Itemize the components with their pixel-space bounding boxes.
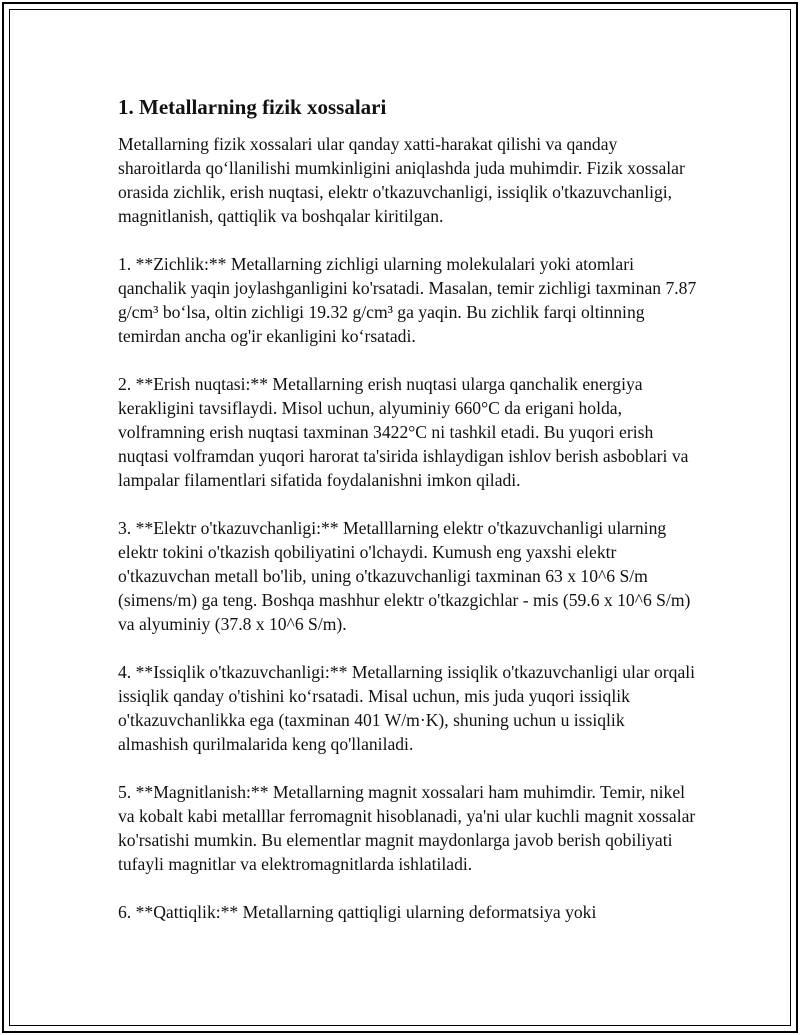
magnetism-paragraph: 5. **Magnitlanish:** Metallarning magnit xossalari ham muhimdir. Temir, nikel va kobalt kabi metalllar ferromagnit hisoblanadi, ya'ni ular kuchli magnit xossalar ko'rsatishi mumkin. Bu elementlar magnit maydonlarga javob berish qobiliyati tufayli magnitlar va elektromagnitlarda ishlatiladi. [118, 782, 696, 874]
document-body [118, 94, 698, 948]
section-title: 1. Metallarning fizik xossalari [118, 95, 387, 119]
intro-paragraph: Metallarning fizik xossalari ular qanday xatti-harakat qilishi va qanday sharoitlarda qo‘llanilishi mumkinligini aniqlashda juda muhimdir. Fizik xossalar orasida zichlik, erish nuqtasi, elektr o'tkazuvchanligi, issiqlik o'tkazuvchanligi, magnitlanish, qattiqlik va boshqalar kiritilgan. [118, 134, 685, 226]
hardness-paragraph: 6. **Qattiqlik:** Metallarning qattiqligi ularning deformatsiya yoki [118, 902, 597, 922]
melting-point-paragraph: 2. **Erish nuqtasi:** Metallarning erish nuqtasi ularga qanchalik energiya kerakligini tavsiflaydi. Misol uchun, alyuminiy 660°C da erigani holda, volframning erish nuqtasi taxminan 3422°C ni tashkil etadi. Bu yuqori erish nuqtasi volframdan yuqori harorat ta'sirida ishlaydigan ishlov berish asboblari va lampalar filamentlari sifatida foydalanishni imkon qiladi. [118, 374, 689, 490]
density-paragraph: 1. **Zichlik:** Metallarning zichligi ularning molekulalari yoki atomlari qanchalik yaqin joylashganligini ko'rsatadi. Masalan, temir zichligi taxminan 7.87 g/cm³ bo‘lsa, oltin zichligi 19.32 g/cm³ ga yaqin. Bu zichlik farqi oltinning temirdan ancha og'ir ekanligini ko‘rsatadi. [118, 254, 697, 346]
electrical-conductivity-paragraph: 3. **Elektr o'tkazuvchanligi:** Metalllarning elektr o'tkazuvchanligi ularning elektr tokini o'tkazish qobiliyatini o'lchaydi. Kumush eng yaxshi elektr o'tkazuvchan metall bo'lib, uning o'tkazuvchanligi taxminan 63 x 10^6 S/m (simens/m) ga teng. Boshqa mashhur elektr o'tkazgichlar - mis (59.6 x 10^6 S/m) va alyuminiy (37.8 x 10^6 S/m). [118, 518, 691, 634]
thermal-conductivity-paragraph: 4. **Issiqlik o'tkazuvchanligi:** Metallarning issiqlik o'tkazuvchanligi ular orqali issiqlik qanday o'tishini ko‘rsatadi. Misal uchun, mis juda yuqori issiqlik o'tkazuvchanlikka ega (taxminan 401 W/m·K), shuning uchun u issiqlik almashish qurilmalarida keng qo'llaniladi. [118, 662, 696, 754]
